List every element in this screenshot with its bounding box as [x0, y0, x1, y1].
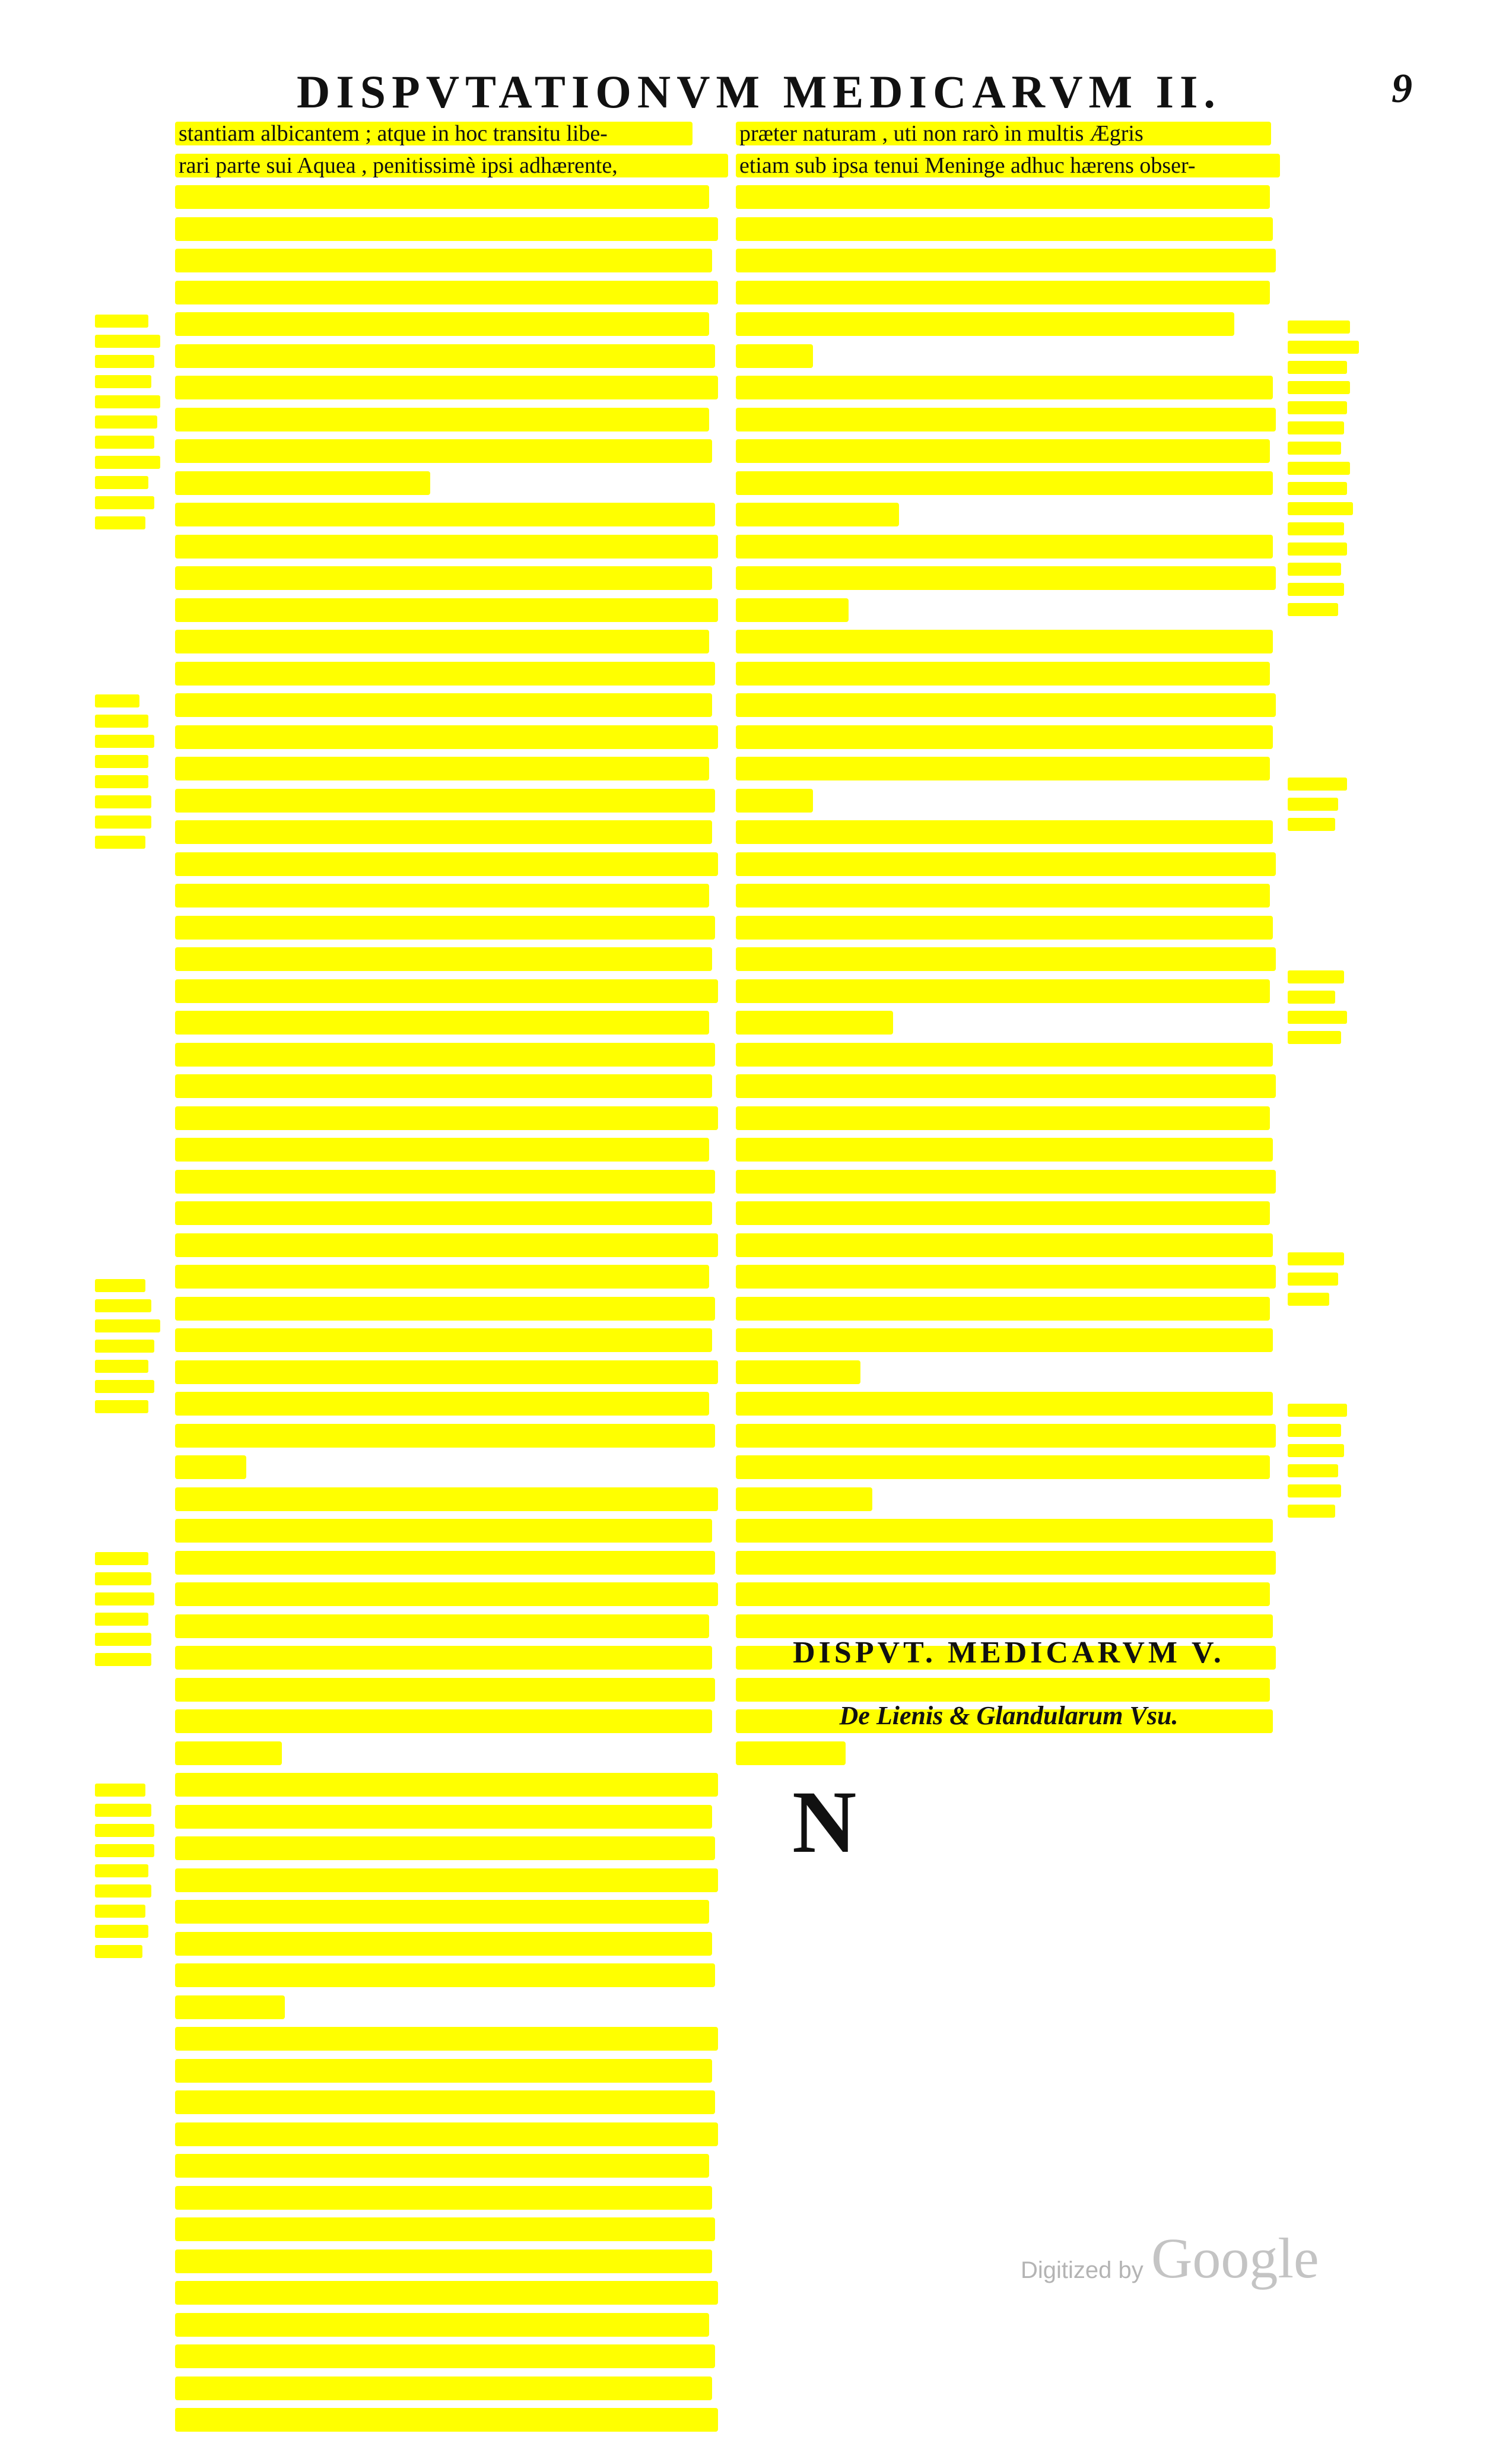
- margin-note-left: [95, 1784, 166, 1965]
- margin-note-right: [1288, 1404, 1371, 1525]
- margin-note-left: [95, 315, 166, 537]
- drop-cap: N: [792, 1773, 857, 1871]
- text-line: etiam sub ipsa tenui Meninge adhuc hærens obser-: [736, 154, 1280, 177]
- margin-note-left: [95, 694, 166, 856]
- section-title: DISPVT. MEDICARVM V.: [793, 1636, 1225, 1670]
- digitized-by-text: Digitized by: [1021, 2257, 1143, 2283]
- margin-note-left: [95, 1552, 166, 1673]
- text-line: stantiam albicantem ; atque in hoc transitu libe-: [175, 122, 693, 145]
- text-column-right: [736, 122, 1282, 1773]
- running-header: [297, 65, 1412, 119]
- text-line: rari parte sui Aquea , penitissimè ipsi adhærente,: [175, 154, 728, 177]
- margin-note-right: [1288, 778, 1371, 838]
- text-column-left: [175, 122, 724, 2440]
- text-line: præter naturam , uti non rarò in multis Ægris: [736, 122, 1271, 145]
- page-number: 9: [1392, 66, 1412, 112]
- digitized-watermark: [1021, 2226, 1329, 2291]
- margin-note-right: [1288, 970, 1371, 1051]
- page-title: DISPVTATIONVM MEDICARVM II.: [297, 66, 1221, 118]
- margin-note-left: [95, 1279, 166, 1420]
- margin-note-right: [1288, 1252, 1371, 1313]
- margin-note-right: [1288, 321, 1371, 623]
- google-logo-text: Google: [1151, 2226, 1319, 2290]
- section-subtitle: De Lienis & Glandularum Vsu.: [839, 1701, 1179, 1730]
